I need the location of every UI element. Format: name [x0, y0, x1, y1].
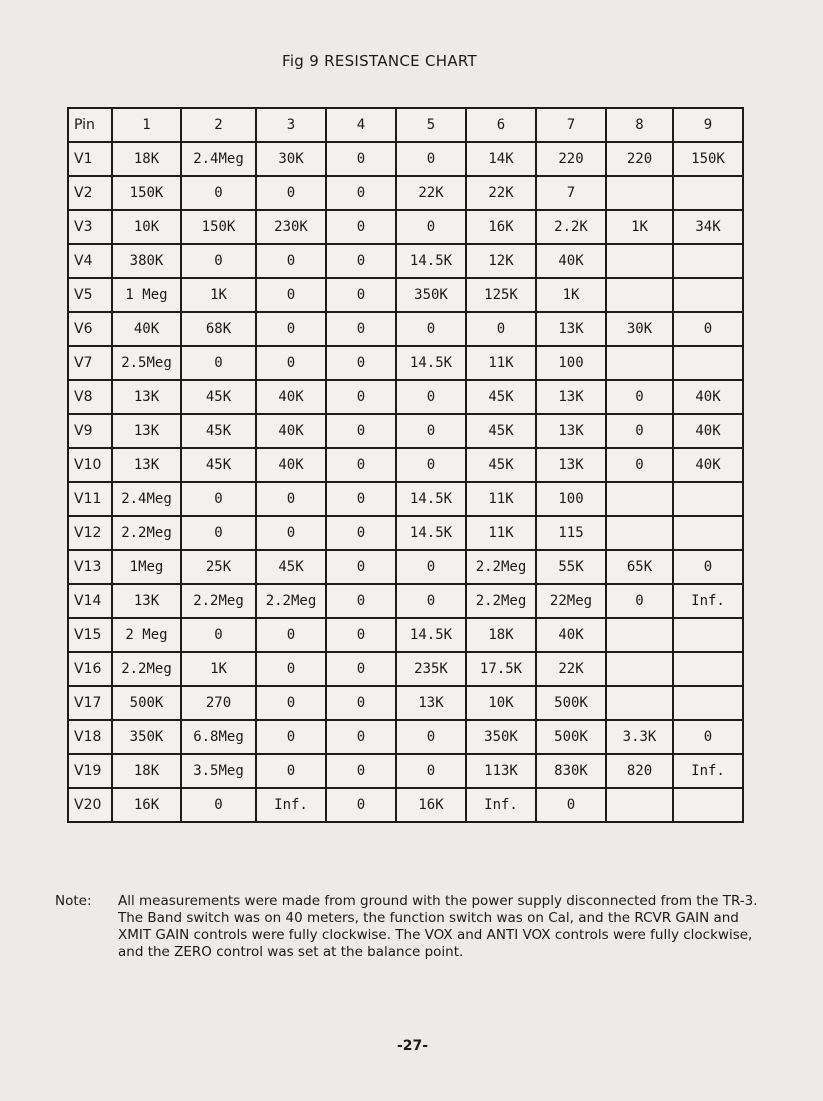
resistance-cell: 350K — [396, 278, 466, 312]
resistance-cell: 11K — [466, 516, 536, 550]
table-row — [68, 448, 743, 482]
resistance-cell: 0 — [606, 448, 673, 482]
resistance-cell: 0 — [396, 210, 466, 244]
pin-header: 3 — [256, 108, 326, 142]
resistance-cell: 0 — [256, 754, 326, 788]
tube-label: V8 — [68, 380, 112, 414]
table-row — [68, 346, 743, 380]
resistance-cell: 1 Meg — [112, 278, 181, 312]
resistance-cell: 220 — [536, 142, 606, 176]
resistance-cell: 0 — [181, 788, 256, 822]
resistance-cell: 270 — [181, 686, 256, 720]
pin-header: 4 — [326, 108, 396, 142]
resistance-cell — [673, 618, 743, 652]
resistance-cell: 11K — [466, 482, 536, 516]
resistance-cell: 2.5Meg — [112, 346, 181, 380]
resistance-cell: 0 — [326, 516, 396, 550]
resistance-cell: 0 — [256, 278, 326, 312]
table-row — [68, 278, 743, 312]
resistance-cell: 2.2Meg — [112, 516, 181, 550]
resistance-cell: Inf. — [673, 584, 743, 618]
resistance-cell: 2.2Meg — [466, 584, 536, 618]
resistance-cell — [606, 346, 673, 380]
resistance-cell: 12K — [466, 244, 536, 278]
resistance-cell: 11K — [466, 346, 536, 380]
resistance-cell: 0 — [396, 142, 466, 176]
resistance-cell: 0 — [181, 176, 256, 210]
tube-label: V14 — [68, 584, 112, 618]
note — [55, 893, 775, 961]
resistance-cell — [606, 278, 673, 312]
tube-label: V19 — [68, 754, 112, 788]
resistance-cell: 3.3K — [606, 720, 673, 754]
resistance-cell: 150K — [181, 210, 256, 244]
resistance-cell — [673, 346, 743, 380]
resistance-cell: 0 — [326, 482, 396, 516]
table-row — [68, 380, 743, 414]
resistance-cell — [673, 482, 743, 516]
table-row — [68, 618, 743, 652]
resistance-cell: 68K — [181, 312, 256, 346]
resistance-cell: 0 — [256, 346, 326, 380]
resistance-cell: 7 — [536, 176, 606, 210]
resistance-cell: 1K — [181, 278, 256, 312]
tube-label: V18 — [68, 720, 112, 754]
resistance-cell: 40K — [256, 414, 326, 448]
resistance-cell: 2.2Meg — [466, 550, 536, 584]
resistance-cell — [606, 618, 673, 652]
resistance-cell — [673, 244, 743, 278]
resistance-cell: 0 — [326, 584, 396, 618]
resistance-cell: 0 — [181, 516, 256, 550]
resistance-cell: 0 — [256, 244, 326, 278]
resistance-cell: 2.2K — [536, 210, 606, 244]
resistance-cell: 16K — [112, 788, 181, 822]
resistance-cell: 0 — [396, 584, 466, 618]
header-row — [68, 108, 743, 142]
resistance-cell — [606, 788, 673, 822]
resistance-cell: 0 — [326, 448, 396, 482]
resistance-cell: 0 — [326, 210, 396, 244]
resistance-cell: 45K — [181, 380, 256, 414]
tube-label: V10 — [68, 448, 112, 482]
resistance-cell: 0 — [181, 482, 256, 516]
resistance-cell: 1K — [181, 652, 256, 686]
pin-header: 6 — [466, 108, 536, 142]
resistance-cell — [673, 788, 743, 822]
resistance-cell: 0 — [326, 754, 396, 788]
resistance-cell: 40K — [673, 448, 743, 482]
page-title: Fig 9 RESISTANCE CHART — [282, 52, 477, 70]
resistance-cell: 0 — [181, 244, 256, 278]
resistance-cell: 10K — [466, 686, 536, 720]
tube-label: V15 — [68, 618, 112, 652]
resistance-cell: 350K — [466, 720, 536, 754]
table-row — [68, 176, 743, 210]
resistance-cell: 0 — [396, 754, 466, 788]
resistance-cell: 0 — [326, 652, 396, 686]
tube-label: V5 — [68, 278, 112, 312]
resistance-cell: 1K — [536, 278, 606, 312]
tube-label: V7 — [68, 346, 112, 380]
resistance-cell — [673, 516, 743, 550]
resistance-cell: 100 — [536, 346, 606, 380]
resistance-cell: 0 — [396, 550, 466, 584]
pin-header: 8 — [606, 108, 673, 142]
resistance-cell: 13K — [112, 584, 181, 618]
tube-label: V2 — [68, 176, 112, 210]
resistance-cell: 0 — [181, 618, 256, 652]
resistance-cell: 18K — [112, 142, 181, 176]
table-row — [68, 720, 743, 754]
resistance-cell: 0 — [326, 550, 396, 584]
resistance-cell: 13K — [536, 380, 606, 414]
resistance-cell: 0 — [256, 652, 326, 686]
resistance-cell: 25K — [181, 550, 256, 584]
resistance-cell: 65K — [606, 550, 673, 584]
resistance-cell: 500K — [536, 686, 606, 720]
resistance-cell: 150K — [112, 176, 181, 210]
resistance-cell: 40K — [112, 312, 181, 346]
tube-label: V13 — [68, 550, 112, 584]
table-row — [68, 584, 743, 618]
resistance-cell: 30K — [256, 142, 326, 176]
resistance-cell — [673, 278, 743, 312]
resistance-cell — [606, 516, 673, 550]
resistance-cell: 0 — [326, 618, 396, 652]
resistance-cell: 40K — [256, 380, 326, 414]
resistance-cell — [606, 686, 673, 720]
resistance-cell — [673, 652, 743, 686]
resistance-cell: 0 — [673, 720, 743, 754]
resistance-cell: 0 — [326, 380, 396, 414]
resistance-cell: 0 — [256, 516, 326, 550]
tube-label: V17 — [68, 686, 112, 720]
table-row — [68, 788, 743, 822]
resistance-cell: 2 Meg — [112, 618, 181, 652]
resistance-cell: 500K — [536, 720, 606, 754]
resistance-cell: 14.5K — [396, 346, 466, 380]
resistance-cell: 40K — [536, 618, 606, 652]
resistance-cell: 0 — [466, 312, 536, 346]
pin-header: 2 — [181, 108, 256, 142]
resistance-cell: 16K — [466, 210, 536, 244]
resistance-cell: 18K — [466, 618, 536, 652]
table-row — [68, 210, 743, 244]
resistance-cell: 100 — [536, 482, 606, 516]
resistance-cell: 13K — [112, 448, 181, 482]
tube-label: V20 — [68, 788, 112, 822]
resistance-cell — [606, 652, 673, 686]
resistance-cell — [606, 244, 673, 278]
resistance-cell: 6.8Meg — [181, 720, 256, 754]
table-row — [68, 652, 743, 686]
tube-label: V12 — [68, 516, 112, 550]
resistance-cell: 22K — [396, 176, 466, 210]
pin-header: 7 — [536, 108, 606, 142]
resistance-cell: 14.5K — [396, 618, 466, 652]
resistance-cell: 2.2Meg — [256, 584, 326, 618]
tube-label: V3 — [68, 210, 112, 244]
resistance-cell: 18K — [112, 754, 181, 788]
resistance-cell: 2.4Meg — [112, 482, 181, 516]
table-row — [68, 312, 743, 346]
resistance-cell: 0 — [326, 788, 396, 822]
resistance-cell: 0 — [396, 448, 466, 482]
resistance-cell: Inf. — [466, 788, 536, 822]
resistance-cell: 0 — [326, 142, 396, 176]
resistance-cell — [673, 686, 743, 720]
resistance-cell: 113K — [466, 754, 536, 788]
resistance-cell: 150K — [673, 142, 743, 176]
resistance-cell: 45K — [466, 380, 536, 414]
resistance-cell: 40K — [536, 244, 606, 278]
note-text: All measurements were made from ground with the power supply disconnected from the TR-3. The Band switch was on 40 meters, the function switch was on Cal, and the RCVR GAIN and XMIT GAIN controls were fully clockwise. The VOX and ANTI VOX controls were fully clockwise, and the ZERO control was set at the balance point. — [118, 893, 758, 960]
resistance-cell: 0 — [326, 346, 396, 380]
resistance-cell: 0 — [673, 312, 743, 346]
resistance-cell: 45K — [466, 448, 536, 482]
table-row — [68, 686, 743, 720]
resistance-cell: 500K — [112, 686, 181, 720]
resistance-cell: 13K — [112, 414, 181, 448]
pin-header: 5 — [396, 108, 466, 142]
resistance-cell: 0 — [256, 312, 326, 346]
resistance-cell: 350K — [112, 720, 181, 754]
resistance-cell: 0 — [396, 380, 466, 414]
resistance-cell: 40K — [673, 380, 743, 414]
resistance-cell: 0 — [256, 686, 326, 720]
resistance-cell: 0 — [606, 380, 673, 414]
resistance-cell: Inf. — [256, 788, 326, 822]
resistance-cell: 40K — [256, 448, 326, 482]
resistance-cell: 14.5K — [396, 516, 466, 550]
resistance-cell: 10K — [112, 210, 181, 244]
tube-label: V9 — [68, 414, 112, 448]
resistance-cell: 830K — [536, 754, 606, 788]
resistance-cell: 1K — [606, 210, 673, 244]
resistance-cell: 0 — [256, 720, 326, 754]
resistance-cell: 2.4Meg — [181, 142, 256, 176]
resistance-cell: 2.2Meg — [181, 584, 256, 618]
table-row — [68, 414, 743, 448]
tube-label: V6 — [68, 312, 112, 346]
page-number: -27- — [397, 1038, 429, 1054]
resistance-cell: 0 — [256, 618, 326, 652]
resistance-cell: 0 — [326, 414, 396, 448]
table-row — [68, 516, 743, 550]
resistance-cell: 1Meg — [112, 550, 181, 584]
resistance-cell: 14K — [466, 142, 536, 176]
resistance-cell: 0 — [396, 414, 466, 448]
resistance-table — [67, 107, 744, 823]
tube-label: V11 — [68, 482, 112, 516]
note-label: Note: — [55, 893, 92, 909]
resistance-cell: 13K — [112, 380, 181, 414]
resistance-cell: 0 — [606, 584, 673, 618]
table-row — [68, 482, 743, 516]
resistance-cell: 3.5Meg — [181, 754, 256, 788]
table-row — [68, 142, 743, 176]
resistance-cell: 13K — [536, 414, 606, 448]
pin-header: 9 — [673, 108, 743, 142]
resistance-cell: 45K — [466, 414, 536, 448]
table-row — [68, 550, 743, 584]
resistance-cell: 0 — [326, 686, 396, 720]
pin-header: 1 — [112, 108, 181, 142]
resistance-cell: 0 — [326, 720, 396, 754]
resistance-cell: 0 — [326, 176, 396, 210]
resistance-cell: 55K — [536, 550, 606, 584]
resistance-cell — [606, 482, 673, 516]
resistance-cell: 0 — [326, 244, 396, 278]
resistance-cell: 2.2Meg — [112, 652, 181, 686]
resistance-cell: 34K — [673, 210, 743, 244]
tube-label: V1 — [68, 142, 112, 176]
resistance-cell: 0 — [181, 346, 256, 380]
resistance-cell — [606, 176, 673, 210]
resistance-cell: 22K — [466, 176, 536, 210]
resistance-cell: 0 — [536, 788, 606, 822]
resistance-cell: 230K — [256, 210, 326, 244]
resistance-cell: 0 — [396, 720, 466, 754]
resistance-cell: 0 — [396, 312, 466, 346]
resistance-cell: 235K — [396, 652, 466, 686]
resistance-cell: 22Meg — [536, 584, 606, 618]
resistance-cell: 0 — [326, 312, 396, 346]
tube-label: V4 — [68, 244, 112, 278]
resistance-cell: 30K — [606, 312, 673, 346]
tube-label: V16 — [68, 652, 112, 686]
resistance-cell: 45K — [181, 448, 256, 482]
resistance-cell: 45K — [181, 414, 256, 448]
resistance-cell: 0 — [256, 482, 326, 516]
resistance-cell: Inf. — [673, 754, 743, 788]
resistance-cell: 820 — [606, 754, 673, 788]
table-row — [68, 754, 743, 788]
resistance-cell: 45K — [256, 550, 326, 584]
resistance-cell: 0 — [326, 278, 396, 312]
resistance-cell: 13K — [396, 686, 466, 720]
resistance-cell: 13K — [536, 448, 606, 482]
resistance-cell: 0 — [673, 550, 743, 584]
table-row — [68, 244, 743, 278]
resistance-cell: 14.5K — [396, 244, 466, 278]
resistance-cell: 0 — [606, 414, 673, 448]
resistance-cell: 14.5K — [396, 482, 466, 516]
resistance-cell: 17.5K — [466, 652, 536, 686]
resistance-cell: 22K — [536, 652, 606, 686]
resistance-cell: 16K — [396, 788, 466, 822]
resistance-cell: 220 — [606, 142, 673, 176]
resistance-cell: 13K — [536, 312, 606, 346]
corner-label: Pin — [68, 108, 112, 142]
resistance-cell: 125K — [466, 278, 536, 312]
resistance-cell: 40K — [673, 414, 743, 448]
resistance-cell: 380K — [112, 244, 181, 278]
resistance-cell — [673, 176, 743, 210]
resistance-cell: 0 — [256, 176, 326, 210]
resistance-cell: 115 — [536, 516, 606, 550]
